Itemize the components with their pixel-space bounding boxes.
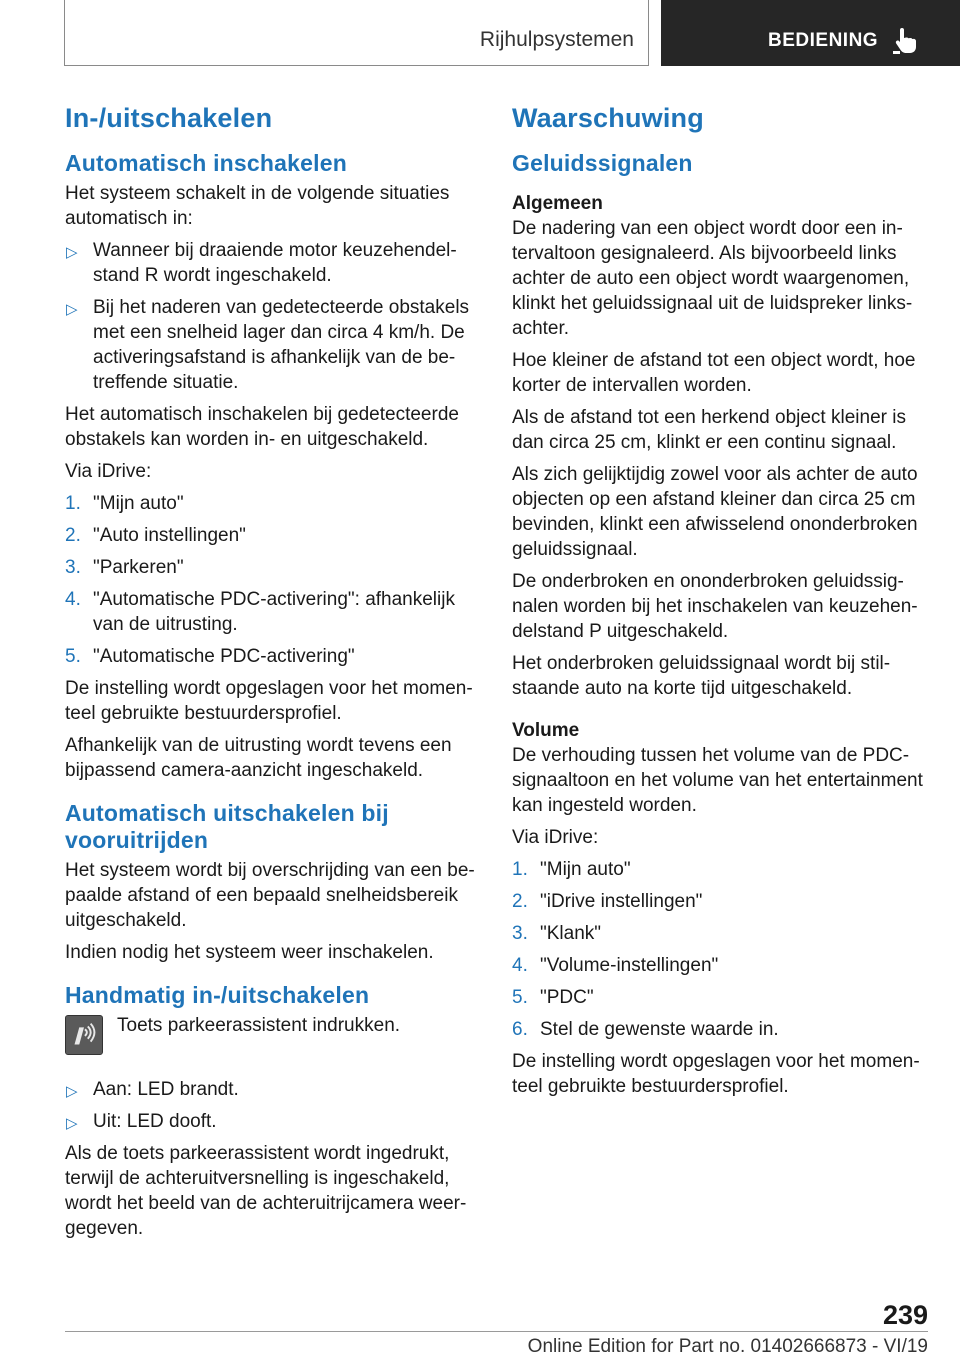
page-header: [0, 0, 960, 66]
heading-automatisch-uitschakelen: Automatisch uitschakelen bij vooruitrijden: [65, 800, 389, 853]
list-item: 2. "Auto instellingen": [65, 525, 246, 546]
numbered-list: [512, 857, 928, 1042]
chapter-title: BEDIENING: [768, 30, 879, 51]
right-column: [512, 100, 928, 1106]
edition-note: Online Edition for Part no. 01402666873 - VI/19: [527, 1336, 928, 1357]
paragraph: Als zich gelijktijdig zowel voor als achter de auto objecten op een afstand kleiner dan circa 25 cm bevinden, klinkt een afwisselend ononderbroken geluidssignaal.: [512, 464, 918, 560]
page-number: 239: [883, 1300, 929, 1330]
subheading-algemeen: Algemeen: [512, 193, 603, 214]
paragraph: Het systeem schakelt in de volgende situaties automatisch in:: [65, 183, 450, 229]
list-item: 3. "Parkeren": [65, 557, 184, 578]
heading-handmatig: Handmatig in-/uitschakelen: [65, 982, 370, 1008]
list-item: 6. Stel de gewenste waarde in.: [512, 1019, 779, 1040]
paragraph: Het systeem wordt bij overschrijding van een be-paalde afstand of een bepaald snelheidsbereik uitgeschakeld.: [65, 860, 475, 931]
heading-waarschuwing: Waarschuwing: [512, 103, 704, 133]
paragraph: Hoe kleiner de afstand tot een object wordt, hoe korter de intervallen worden.: [512, 350, 916, 396]
list-item: ▷ Bij het naderen van gedetecteerde obstakels met een snelheid lager dan circa 4 km/h. De activeringsafstand is afhankelijk van de be-treffende situatie.: [66, 297, 470, 393]
list-item: ▷ Wanneer bij draaiende motor keuzehendel-stand R wordt ingeschakeld.: [66, 240, 457, 286]
triangle-bullet-icon: ▷: [66, 1115, 78, 1132]
section-tab: [64, 0, 649, 66]
paragraph: Het onderbroken geluidssignaal wordt bij stil-staande auto na korte tijd uitgeschakeld.: [512, 653, 891, 699]
footer-divider: [65, 1331, 928, 1332]
paragraph: Toets parkeerassistent indrukken.: [117, 1015, 401, 1036]
bullet-list: [65, 238, 475, 395]
paragraph: De verhouding tussen het volume van de PDC-signaaltoon en het volume van het entertainment kan ingesteld worden.: [512, 745, 923, 816]
paragraph: Het automatisch inschakelen bij gedetecteerde obstakels kan worden in- en uitgeschakeld.: [65, 404, 459, 450]
paragraph: Als de afstand tot een herkend object kleiner is dan circa 25 cm, klinkt er een continu signaal.: [512, 407, 906, 453]
list-item: 1. "Mijn auto": [512, 859, 631, 880]
triangle-bullet-icon: ▷: [66, 1083, 78, 1100]
heading-geluidssignalen: Geluidssignalen: [512, 150, 693, 176]
button-instruction: [65, 1013, 475, 1065]
triangle-bullet-icon: ▷: [66, 301, 78, 318]
paragraph: Via iDrive:: [65, 461, 152, 482]
paragraph: De instelling wordt opgeslagen voor het momen-teel gebruikte bestuurdersprofiel.: [65, 678, 473, 724]
list-item: 4. "Automatische PDC-activering": afhankelijk van de uitrusting.: [65, 589, 455, 635]
list-item: ▷ Aan: LED brandt.: [65, 1077, 475, 1102]
list-item: ▷ Uit: LED dooft.: [65, 1109, 475, 1134]
list-item: 2. "iDrive instellingen": [512, 891, 703, 912]
paragraph: Via iDrive:: [512, 827, 599, 848]
numbered-list: [65, 491, 475, 669]
paragraph: Indien nodig het systeem weer inschakelen.: [65, 942, 434, 963]
list-item: 5. "PDC": [512, 987, 594, 1008]
bullet-list: [65, 1077, 475, 1134]
paragraph: Afhankelijk van de uitrusting wordt tevens een bijpassend camera-aanzicht ingeschakeld.: [65, 735, 452, 781]
heading-automatisch-inschakelen: Automatisch inschakelen: [65, 150, 347, 176]
list-item: 3. "Klank": [512, 923, 602, 944]
paragraph: De nadering van een object wordt door een in-tervaltoon gesignaleerd. Als bijvoorbeeld links achter de auto een object wordt waargenomen, klinkt het geluidssignaal uit de luidspreker links-achter.: [512, 218, 913, 339]
section-title: Rijhulpsystemen: [479, 28, 634, 51]
paragraph: De onderbroken en ononderbroken geluidssig-nalen worden bij het inschakelen van keuzehen-delstand P uitgeschakeld.: [512, 571, 918, 642]
subheading-volume: Volume: [512, 720, 580, 741]
triangle-bullet-icon: ▷: [66, 244, 78, 261]
paragraph: Als de toets parkeerassistent wordt ingedrukt, terwijl de achteruitversnelling is ingeschakeld, wordt het beeld van de achteruitrijcamera weer-gegeven.: [65, 1143, 467, 1239]
list-item: 1. "Mijn auto": [65, 493, 184, 514]
list-item: 4. "Volume-instellingen": [512, 955, 719, 976]
paragraph: De instelling wordt opgeslagen voor het momen-teel gebruikte bestuurdersprofiel.: [512, 1051, 920, 1097]
left-column: [65, 100, 475, 1248]
pointing-hand-icon: [893, 26, 919, 54]
park-assist-button-icon: [65, 1015, 103, 1055]
list-item: 5. "Automatische PDC-activering": [65, 646, 355, 667]
heading-in-uitschakelen: In-/uitschakelen: [65, 103, 273, 133]
